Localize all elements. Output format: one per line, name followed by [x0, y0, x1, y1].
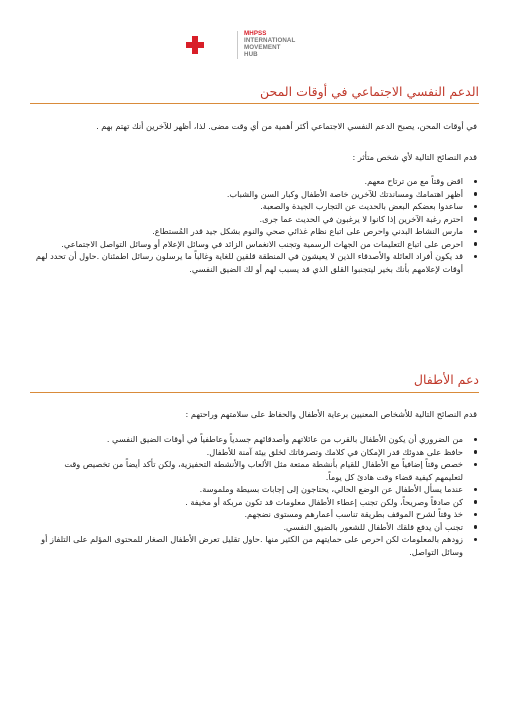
bullet-icon [474, 255, 478, 259]
list-item [34, 483, 477, 496]
list-item-text: احترم رغبة الآخرين إذا كانوا لا يرغبون في الحديث عما جرى. [259, 213, 463, 224]
header-logo [185, 30, 295, 60]
list-item [34, 458, 477, 483]
logo-line-3: MOVEMENT [244, 44, 281, 51]
list-item [34, 508, 477, 521]
list-item-text: تجنب أن يدفع قلقك الأطفال للشعور بالضيق النفسي. [283, 521, 463, 532]
list-item-text: مارس النشاط البدني واحرص على اتباع نظام غذائي صحي والنوم بشكل جيد قدر المُستطاع. [152, 226, 463, 236]
advice-lead: قدم النصائح التالية لأي شخص متأثر : [352, 152, 477, 162]
intro-paragraph: في أوقات المحن، يصبح الدعم النفسي الاجتماعي أكثر أهمية من أي وقت مضى. لذا، أظهر للآخرين أنك تهتم بهم . [96, 121, 477, 131]
section-title-children: دعم الأطفال [413, 372, 479, 387]
children-advice-list [34, 433, 477, 558]
list-item [34, 446, 477, 459]
section-title-psychosocial: الدعم النفسي الاجتماعي في أوقات المحن [260, 84, 479, 99]
logo-line-4: HUB [244, 50, 258, 58]
list-item-text: خصص وقتاً إضافياً مع الأطفال للقيام بأنشطة ممتعة مثل الألعاب والأنشطة التحفيزية، ولكن تأكد أيضاً من تخصيص وقت لتعليمهم كيفية قضاء وقت هادئ كل يوماً. [64, 459, 463, 482]
list-item-text: زودهم بالمعلومات لكن احرص على حمايتهم من الكثير منها .حاول تقليل تعرض الأطفال الصغار للمحتوى المؤلم على التلفاز أو وسائل التواصل. [41, 534, 463, 557]
advice-list [34, 175, 477, 275]
bullet-icon [474, 217, 478, 221]
bullet-icon [474, 450, 478, 454]
list-item [34, 533, 477, 558]
list-item [34, 175, 477, 188]
list-item-text: قد يكون أفراد العائلة والأصدقاء الذين لا يعيشون في المنطقة قلقين للغاية وغالباً ما يرسلون رسائل اطمئنان .حاول أن تحدد لهم أوقات لإعلامهم بأنك بخير ليتجنبوا القلق الذي قد يسبب لهم أو لك الضيق النفسي. [35, 251, 463, 274]
bullet-icon [474, 438, 478, 442]
list-item [34, 496, 477, 509]
bullet-icon [474, 525, 478, 529]
list-item-text: اقض وقتاً مع من ترتاح معهم. [364, 176, 463, 186]
list-item-text: من الضروري أن يكون الأطفال بالقرب من عائلاتهم وأصدقائهم جسدياً وعاطفياً في أوقات الضيق النفسي . [106, 434, 463, 444]
bullet-icon [474, 500, 478, 504]
list-item [34, 433, 477, 446]
logo-line-2: INTERNATIONAL [244, 37, 296, 45]
section-divider [30, 392, 479, 393]
bullet-icon [474, 538, 478, 542]
bullet-icon [474, 192, 478, 196]
children-lead: قدم النصائح التالية للأشخاص المعنيين برعاية الأطفال والحفاظ على سلامتهم وراحتهم : [185, 409, 477, 419]
list-item-text: حافظ على هدوئك قدر الإمكان في كلامك وتصرفاتك لخلق بيئة آمنة للأطفال. [206, 446, 463, 457]
bullet-icon [474, 180, 478, 184]
list-item [34, 213, 477, 226]
list-item-text: احرص على اتباع التعليمات من الجهات الرسمية وتجنب الانغماس الزائد في وسائل الإعلام أو وسائل التواصل الاجتماعي. [61, 238, 463, 249]
list-item-text: خذ وقتاً لشرح الموقف بطريقة تناسب أعمارهم ومستوى نضجهم. [244, 509, 463, 519]
list-item-text: كن صادقاً وصريحاً، ولكن تجنب إعطاء الأطفال معلومات قد تكون مربكة أو مخيفة . [185, 496, 463, 507]
list-item-text: أظهر اهتمامك ومساندتك للآخرين خاصة الأطفال وكبار السن والشباب. [226, 188, 463, 199]
list-item [34, 250, 477, 275]
logo-wordmark [244, 31, 295, 58]
list-item [34, 188, 477, 201]
bullet-icon [474, 205, 478, 209]
bullet-icon [474, 488, 478, 492]
list-item [34, 225, 477, 238]
list-item-text: عندما يسأل الأطفال عن الوضع الحالي، يحتاجون إلى إجابات بسيطة وملموسة. [199, 484, 463, 494]
list-item [34, 200, 477, 213]
bullet-icon [474, 230, 478, 234]
section-divider [30, 103, 479, 104]
list-item [34, 521, 477, 534]
list-item-text: ساعدوا بعضكم البعض بالحديث عن التجارب الجيدة والصعبة. [260, 201, 463, 211]
red-cross-crescent-icon [185, 33, 231, 57]
list-item [34, 238, 477, 251]
logo-divider [237, 31, 238, 59]
logo-line-1: MHPSS [244, 30, 267, 38]
bullet-icon [474, 242, 478, 246]
bullet-icon [474, 513, 478, 517]
bullet-icon [474, 463, 478, 467]
